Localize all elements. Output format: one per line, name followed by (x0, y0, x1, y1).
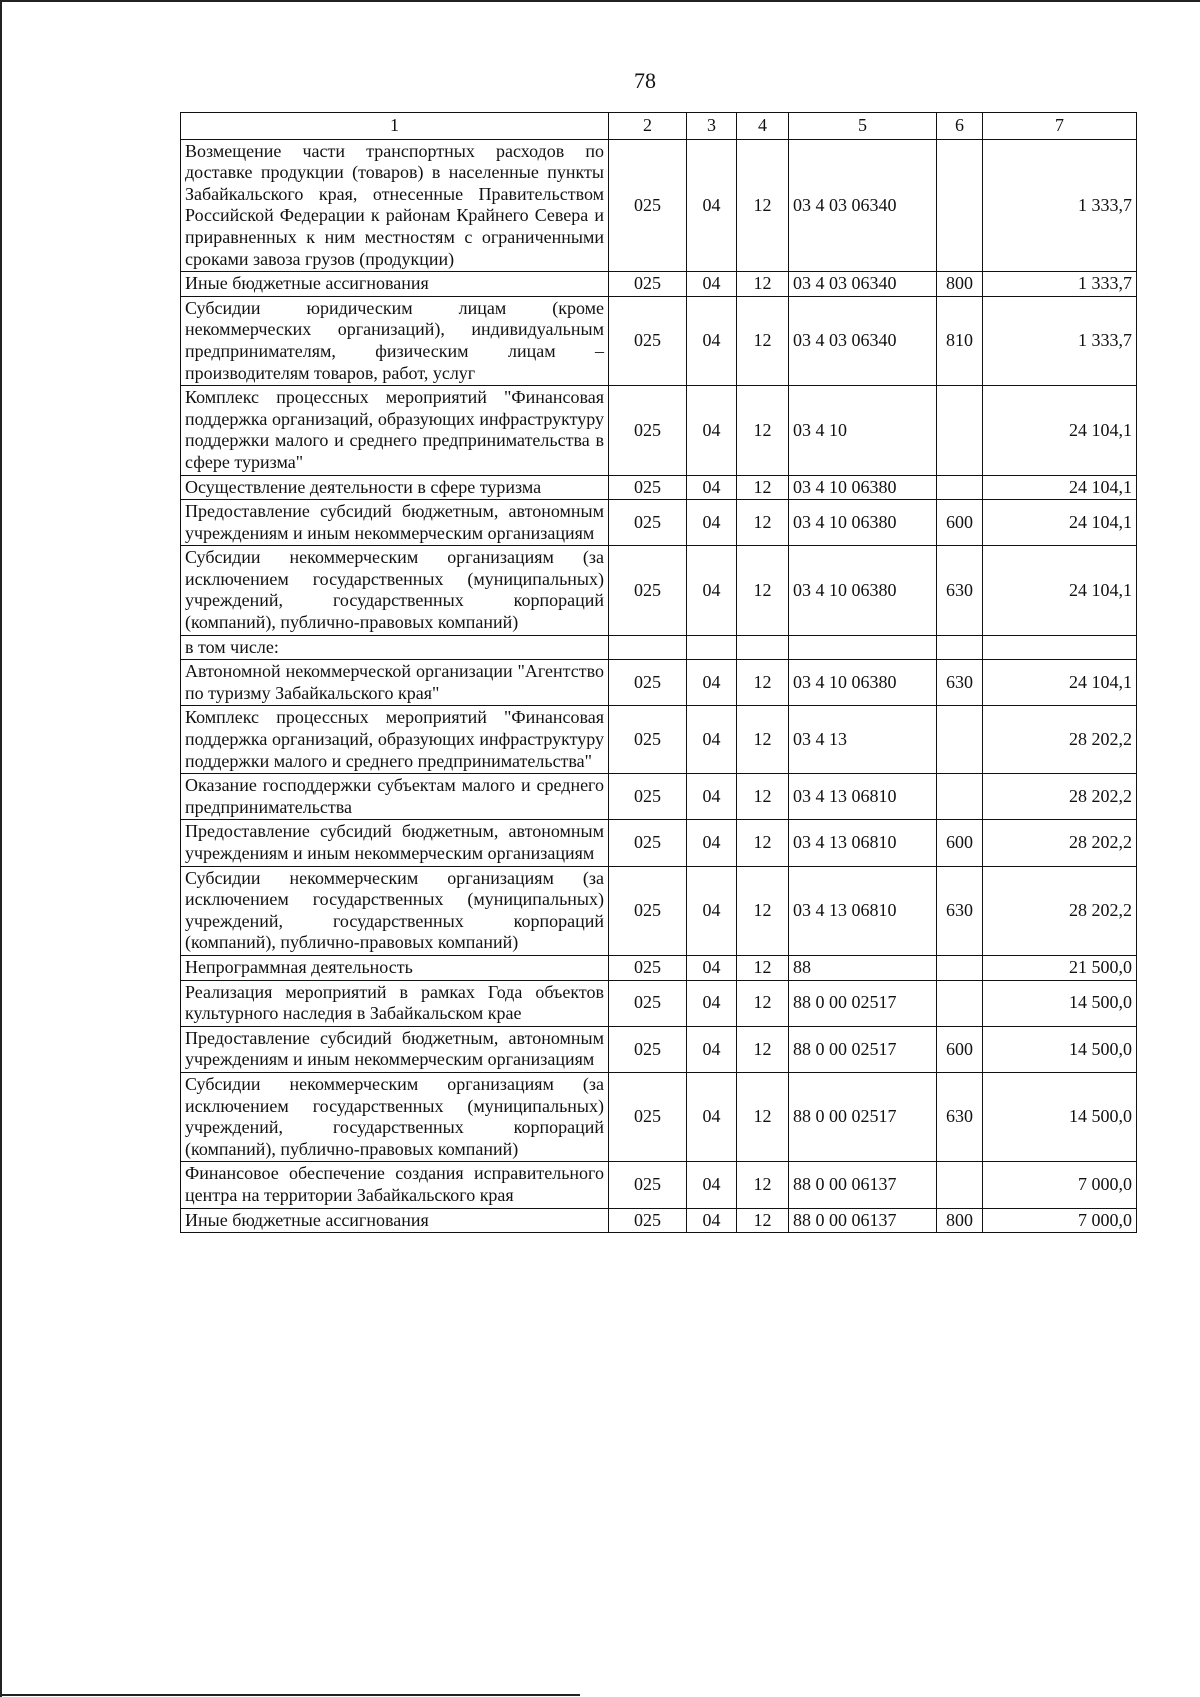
row-name: Иные бюджетные ассигнования (181, 1208, 609, 1233)
table-row (181, 296, 1137, 385)
row-section-code: 025 (609, 1026, 687, 1072)
row-target-article: 03 4 03 06340 (789, 296, 937, 385)
scan-border-left (0, 0, 2, 1697)
row-section: 04 (687, 546, 737, 635)
row-section: 04 (687, 296, 737, 385)
row-amount: 7 000,0 (983, 1162, 1137, 1208)
scan-border-top (0, 0, 1200, 2)
row-target-article: 03 4 03 06340 (789, 272, 937, 297)
header-cell: 5 (789, 113, 937, 140)
row-name: Реализация мероприятий в рамках Года объектов культурного наследия в Забайкальском крае (181, 980, 609, 1026)
table-row (181, 475, 1137, 500)
row-amount: 24 104,1 (983, 660, 1137, 706)
row-expense-type (937, 635, 983, 660)
row-section: 04 (687, 272, 737, 297)
row-name: Осуществление деятельности в сфере туризма (181, 475, 609, 500)
row-amount: 1 333,7 (983, 272, 1137, 297)
table-row (181, 386, 1137, 475)
row-expense-type (937, 955, 983, 980)
row-expense-type (937, 139, 983, 272)
row-amount (983, 635, 1137, 660)
row-section-code: 025 (609, 866, 687, 955)
row-expense-type: 630 (937, 546, 983, 635)
row-name: Предоставление субсидий бюджетным, автономным учреждениям и иным некоммерческим организациям (181, 820, 609, 866)
row-target-article: 03 4 10 06380 (789, 500, 937, 546)
row-target-article (789, 635, 937, 660)
row-target-article: 88 0 00 02517 (789, 1072, 937, 1161)
header-cell: 3 (687, 113, 737, 140)
row-name: Автономной некоммерческой организации "Агентство по туризму Забайкальского края" (181, 660, 609, 706)
row-subsection: 12 (737, 500, 789, 546)
row-name: Субсидии некоммерческим организациям (за исключением государственных (муниципальных) учреждений, государственных корпораций (компаний), публично-правовых компаний) (181, 866, 609, 955)
row-target-article: 88 0 00 02517 (789, 980, 937, 1026)
row-name: Комплекс процессных мероприятий "Финансовая поддержка организаций, образующих инфраструктуру поддержки малого и среднего предпринимательства" (181, 706, 609, 774)
row-section-code: 025 (609, 296, 687, 385)
row-expense-type (937, 706, 983, 774)
row-subsection: 12 (737, 296, 789, 385)
row-section (687, 635, 737, 660)
row-target-article: 03 4 13 06810 (789, 866, 937, 955)
row-amount: 14 500,0 (983, 1026, 1137, 1072)
row-name: Возмещение части транспортных расходов по доставке продукции (товаров) в населенные пункты Забайкальского края, отнесенные Правительством Российской Федерации к районам Крайнего Севера и приравненных к ним местностям с ограниченными сроками завоза грузов (продукции) (181, 139, 609, 272)
row-amount: 7 000,0 (983, 1208, 1137, 1233)
row-section: 04 (687, 1162, 737, 1208)
row-subsection: 12 (737, 955, 789, 980)
table-row (181, 866, 1137, 955)
row-expense-type: 630 (937, 660, 983, 706)
row-amount: 28 202,2 (983, 866, 1137, 955)
header-row (181, 113, 1137, 140)
table-row (181, 980, 1137, 1026)
row-expense-type (937, 774, 983, 820)
row-target-article: 88 0 00 06137 (789, 1208, 937, 1233)
row-subsection: 12 (737, 1162, 789, 1208)
row-section: 04 (687, 980, 737, 1026)
row-section-code: 025 (609, 500, 687, 546)
table-row (181, 500, 1137, 546)
row-amount: 24 104,1 (983, 546, 1137, 635)
row-name: Субсидии некоммерческим организациям (за исключением государственных (муниципальных) учреждений, государственных корпораций (компаний), публично-правовых компаний) (181, 546, 609, 635)
row-name: Оказание господдержки субъектам малого и среднего предпринимательства (181, 774, 609, 820)
row-amount: 28 202,2 (983, 820, 1137, 866)
row-expense-type: 630 (937, 866, 983, 955)
row-amount: 28 202,2 (983, 774, 1137, 820)
row-expense-type: 630 (937, 1072, 983, 1161)
row-subsection: 12 (737, 866, 789, 955)
row-section: 04 (687, 139, 737, 272)
row-section-code: 025 (609, 980, 687, 1026)
row-name: Предоставление субсидий бюджетным, автономным учреждениям и иным некоммерческим организациям (181, 500, 609, 546)
row-subsection: 12 (737, 660, 789, 706)
row-expense-type: 600 (937, 820, 983, 866)
row-section-code: 025 (609, 386, 687, 475)
scan-border-bottom (0, 1694, 580, 1696)
row-amount: 28 202,2 (983, 706, 1137, 774)
row-section: 04 (687, 1026, 737, 1072)
row-section-code (609, 635, 687, 660)
row-section-code: 025 (609, 706, 687, 774)
row-name: Финансовое обеспечение создания исправительного центра на территории Забайкальского края (181, 1162, 609, 1208)
table-row (181, 1162, 1137, 1208)
row-subsection: 12 (737, 546, 789, 635)
row-subsection (737, 635, 789, 660)
row-section: 04 (687, 475, 737, 500)
row-expense-type (937, 475, 983, 500)
row-subsection: 12 (737, 706, 789, 774)
row-section-code: 025 (609, 272, 687, 297)
table-row (181, 272, 1137, 297)
page-number: 78 (634, 68, 656, 93)
row-expense-type (937, 1162, 983, 1208)
header-cell: 4 (737, 113, 789, 140)
header-cell: 7 (983, 113, 1137, 140)
row-section: 04 (687, 706, 737, 774)
row-amount: 14 500,0 (983, 980, 1137, 1026)
row-section: 04 (687, 866, 737, 955)
row-amount: 21 500,0 (983, 955, 1137, 980)
row-section-code: 025 (609, 774, 687, 820)
row-section-code: 025 (609, 820, 687, 866)
row-expense-type: 800 (937, 1208, 983, 1233)
row-subsection: 12 (737, 774, 789, 820)
table-row (181, 1026, 1137, 1072)
row-subsection: 12 (737, 1026, 789, 1072)
row-target-article: 03 4 13 06810 (789, 774, 937, 820)
row-section-code: 025 (609, 1162, 687, 1208)
row-target-article: 03 4 10 06380 (789, 475, 937, 500)
row-expense-type: 600 (937, 1026, 983, 1072)
row-amount: 24 104,1 (983, 475, 1137, 500)
row-section: 04 (687, 774, 737, 820)
row-section: 04 (687, 820, 737, 866)
header-cell: 2 (609, 113, 687, 140)
table-row (181, 660, 1137, 706)
table-row (181, 139, 1137, 272)
row-section-code: 025 (609, 546, 687, 635)
row-subsection: 12 (737, 475, 789, 500)
row-expense-type: 810 (937, 296, 983, 385)
row-target-article: 03 4 10 06380 (789, 660, 937, 706)
row-name: Предоставление субсидий бюджетным, автономным учреждениям и иным некоммерческим организациям (181, 1026, 609, 1072)
row-section: 04 (687, 1208, 737, 1233)
row-expense-type: 800 (937, 272, 983, 297)
row-expense-type (937, 386, 983, 475)
table-row (181, 546, 1137, 635)
row-section: 04 (687, 500, 737, 546)
row-target-article: 88 (789, 955, 937, 980)
row-section: 04 (687, 386, 737, 475)
table-row (181, 1072, 1137, 1161)
row-section: 04 (687, 1072, 737, 1161)
row-target-article: 03 4 13 (789, 706, 937, 774)
row-target-article: 03 4 03 06340 (789, 139, 937, 272)
row-name: Субсидии юридическим лицам (кроме некоммерческих организаций), индивидуальным предпринимателям, физическим лицам – производителям товаров, работ, услуг (181, 296, 609, 385)
row-amount: 1 333,7 (983, 296, 1137, 385)
row-subsection: 12 (737, 272, 789, 297)
row-section-code: 025 (609, 955, 687, 980)
budget-table (180, 112, 1137, 1233)
row-section-code: 025 (609, 1072, 687, 1161)
row-section-code: 025 (609, 660, 687, 706)
row-section-code: 025 (609, 139, 687, 272)
row-name: Непрограммная деятельность (181, 955, 609, 980)
row-target-article: 03 4 10 06380 (789, 546, 937, 635)
table-row (181, 820, 1137, 866)
header-cell: 1 (181, 113, 609, 140)
row-amount: 24 104,1 (983, 500, 1137, 546)
row-expense-type: 600 (937, 500, 983, 546)
row-name: в том числе: (181, 635, 609, 660)
row-name: Субсидии некоммерческим организациям (за исключением государственных (муниципальных) учреждений, государственных корпораций (компаний), публично-правовых компаний) (181, 1072, 609, 1161)
table-row (181, 955, 1137, 980)
table-row (181, 774, 1137, 820)
row-section: 04 (687, 660, 737, 706)
row-name: Иные бюджетные ассигнования (181, 272, 609, 297)
row-amount: 24 104,1 (983, 386, 1137, 475)
header-cell: 6 (937, 113, 983, 140)
table-row (181, 706, 1137, 774)
row-subsection: 12 (737, 386, 789, 475)
row-section: 04 (687, 955, 737, 980)
row-section-code: 025 (609, 475, 687, 500)
row-expense-type (937, 980, 983, 1026)
table-row (181, 1208, 1137, 1233)
row-subsection: 12 (737, 980, 789, 1026)
table-row (181, 635, 1137, 660)
row-name: Комплекс процессных мероприятий "Финансовая поддержка организаций, образующих инфраструктуру поддержки малого и среднего предпринимательства в сфере туризма" (181, 386, 609, 475)
row-subsection: 12 (737, 820, 789, 866)
row-subsection: 12 (737, 139, 789, 272)
row-target-article: 88 0 00 06137 (789, 1162, 937, 1208)
row-target-article: 88 0 00 02517 (789, 1026, 937, 1072)
row-subsection: 12 (737, 1072, 789, 1161)
row-amount: 1 333,7 (983, 139, 1137, 272)
row-subsection: 12 (737, 1208, 789, 1233)
row-section-code: 025 (609, 1208, 687, 1233)
row-target-article: 03 4 13 06810 (789, 820, 937, 866)
row-amount: 14 500,0 (983, 1072, 1137, 1161)
row-target-article: 03 4 10 (789, 386, 937, 475)
